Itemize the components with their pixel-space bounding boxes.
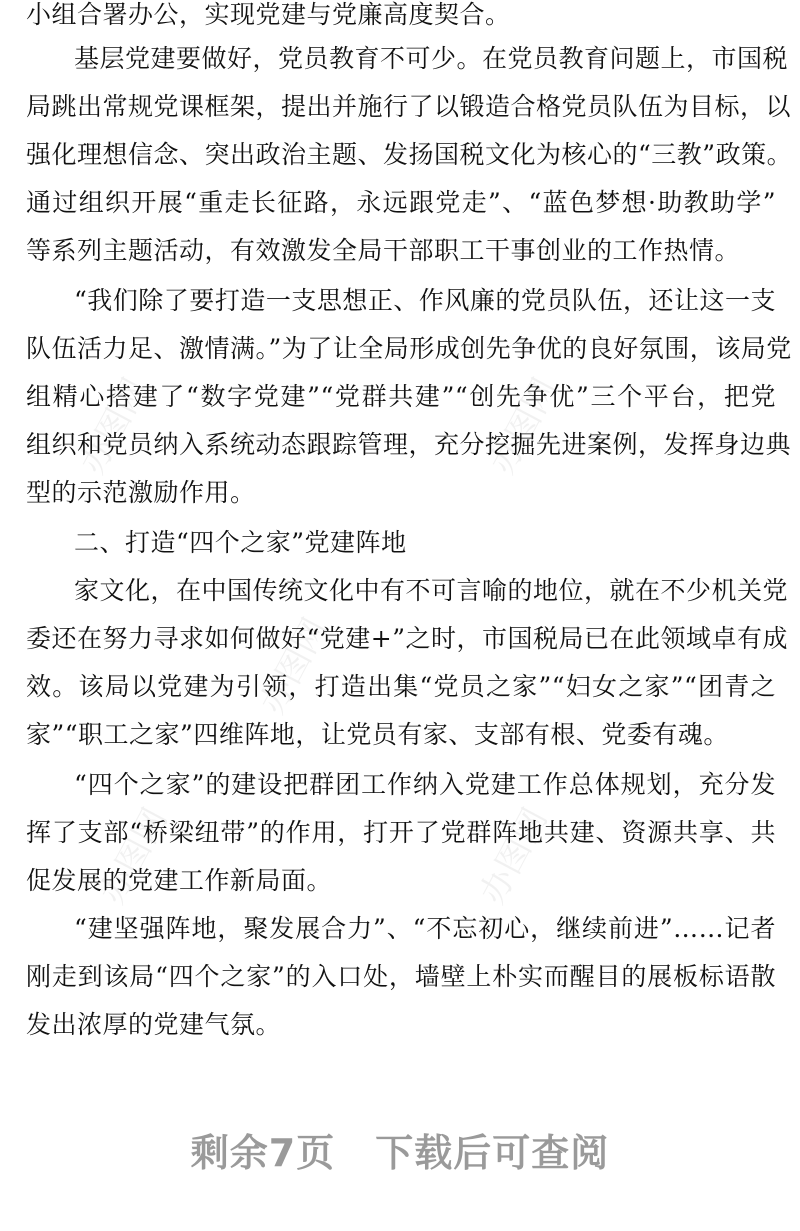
paragraph-line: 发出浓厚的党建气氛。 [26, 1010, 282, 1039]
download-prompt[interactable] [0, 1128, 800, 1178]
watermark: 办图网 [472, 801, 556, 911]
paragraph-line: 组织和党员纳入系统动态跟踪管理，充分挖掘先进案例，发挥身边典 [26, 430, 792, 459]
paragraph-line: 家”“职工之家”四维阵地，让党员有家、支部有根、党委有魂。 [26, 720, 729, 749]
paragraph-line: 小组合署办公，实现党建与党廉高度契合。 [26, 0, 511, 29]
watermark: 办图网 [252, 611, 336, 721]
paragraph-line: “四个之家”的建设把群团工作纳入党建工作总体规划，充分发 [74, 770, 776, 799]
paragraph-line: 家文化，在中国传统文化中有不可言喻的地位，就在不少机关党 [74, 576, 789, 605]
download-hint-label: 下载后可查阅 [375, 1131, 610, 1175]
paragraph-line: 局跳出常规党课框架，提出并施行了以锻造合格党员队伍为目标，以 [26, 92, 792, 121]
paragraph-line: “建坚强阵地，聚发展合力”、“不忘初心，继续前进”……记者 [74, 914, 776, 943]
paragraph-line: 通过组织开展“重走长征路，永远跟党走”、“蓝色梦想·助教助学” [26, 188, 776, 217]
section-heading: 二、打造“四个之家”党建阵地 [74, 528, 407, 557]
paragraph-line: 强化理想信念、突出政治主题、发扬国税文化为核心的“三教”政策。 [26, 140, 793, 169]
paragraph-line: “我们除了要打造一支思想正、作风廉的党员队伍，还让这一支 [74, 286, 776, 315]
paragraph-line: 基层党建要做好，党员教育不可少。在党员教育问题上，市国税 [74, 44, 789, 73]
paragraph-line: 队伍活力足、激情满。”为了让全局形成创先争优的良好氛围，该局党 [26, 334, 792, 363]
watermark: 办图网 [92, 801, 176, 911]
paragraph-line: 挥了支部“桥梁纽带”的作用，打开了党群阵地共建、资源共享、共 [26, 818, 776, 847]
paragraph-line: 促发展的党建工作新局面。 [26, 866, 333, 895]
paragraph-line: 刚走到该局“四个之家”的入口处，墙壁上朴实而醒目的展板标语散 [26, 962, 776, 991]
watermark: 办图网 [72, 371, 156, 481]
paragraph-line: 委还在努力寻求如何做好“党建+”之时，市国税局已在此领域卓有成 [26, 624, 789, 653]
paragraph-line: 型的示范激励作用。 [26, 478, 256, 507]
remaining-pages-label: 剩余7页 [190, 1131, 336, 1175]
paragraph-line: 组精心搭建了“数字党建”“党群共建”“创先争优”三个平台，把党 [26, 382, 776, 411]
watermark: 办图网 [482, 371, 566, 481]
paragraph-line: 效。该局以党建为引领，打造出集“党员之家”“妇女之家”“团青之 [26, 672, 776, 701]
paragraph-line: 等系列主题活动，有效激发全局干部职工干事创业的工作热情。 [26, 236, 741, 265]
